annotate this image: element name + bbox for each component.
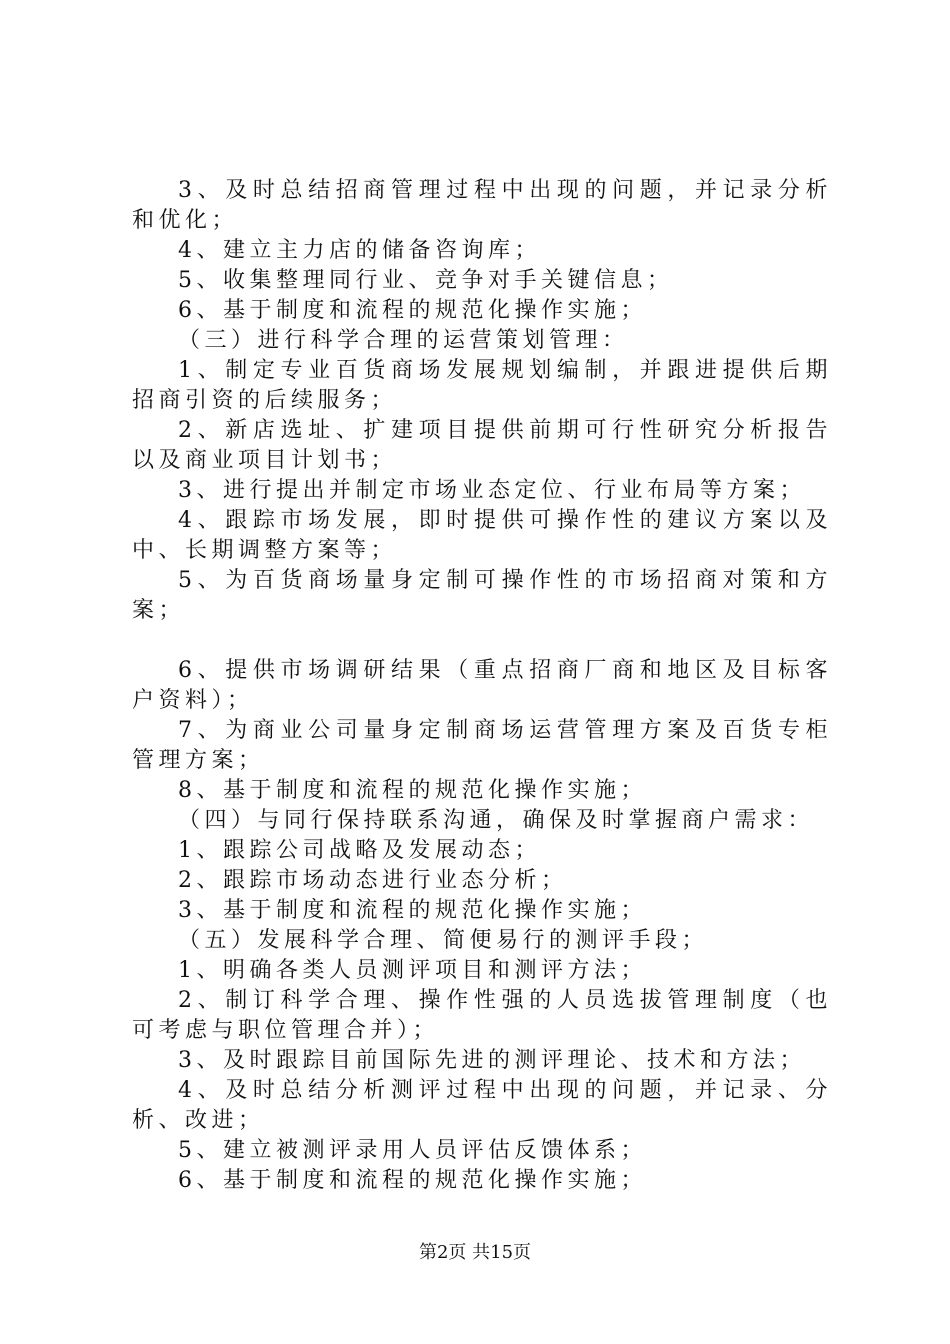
paragraph: 5、建立被测评录用人员评估反馈体系； xyxy=(178,1138,647,1163)
paragraph: 1、制定专业百货商场发展规划编制，并跟进提供后期招商引资的后续服务； xyxy=(132,358,832,413)
paragraph: 5、为百货商场量身定制可操作性的市场招商对策和方案； xyxy=(132,568,832,623)
section-heading: （五）发展科学合理、简便易行的测评手段； xyxy=(178,928,709,953)
paragraph: 2、新店选址、扩建项目提供前期可行性研究分析报告以及商业项目计划书； xyxy=(132,418,832,473)
paragraph: 7、为商业公司量身定制商场运营管理方案及百货专柜管理方案； xyxy=(132,718,832,773)
paragraph: 8、基于制度和流程的规范化操作实施； xyxy=(178,778,647,803)
paragraph: 1、跟踪公司战略及发展动态； xyxy=(178,838,541,863)
paragraph: 1、明确各类人员测评项目和测评方法； xyxy=(178,958,647,983)
paragraph: 4、跟踪市场发展，即时提供可操作性的建议方案以及中、长期调整方案等； xyxy=(132,508,832,563)
paragraph: 2、跟踪市场动态进行业态分析； xyxy=(178,868,568,893)
paragraph: 4、及时总结分析测评过程中出现的问题，并记录、分析、改进； xyxy=(132,1078,832,1133)
paragraph: 3、基于制度和流程的规范化操作实施； xyxy=(178,898,647,923)
page-number-label: 第2页 共15页 xyxy=(418,1242,532,1263)
section-heading: （三）进行科学合理的运营策划管理： xyxy=(178,328,629,353)
document-body xyxy=(132,176,832,1196)
paragraph: 4、建立主力店的储备咨询库； xyxy=(178,238,541,263)
paragraph: 6、基于制度和流程的规范化操作实施； xyxy=(178,298,647,323)
paragraph: 6、提供市场调研结果（重点招商厂商和地区及目标客户资料）； xyxy=(132,658,832,713)
page-footer xyxy=(0,1242,950,1264)
section-heading: （四）与同行保持联系沟通，确保及时掌握商户需求： xyxy=(178,808,815,833)
paragraph: 5、收集整理同行业、竞争对手关键信息； xyxy=(178,268,674,293)
paragraph: 3、及时总结招商管理过程中出现的问题，并记录分析和优化； xyxy=(132,178,832,233)
paragraph: 2、制订科学合理、操作性强的人员选拔管理制度（也可考虑与职位管理合并）； xyxy=(132,988,832,1043)
paragraph: 6、基于制度和流程的规范化操作实施； xyxy=(178,1168,647,1193)
paragraph: 3、进行提出并制定市场业态定位、行业布局等方案； xyxy=(178,478,806,503)
paragraph: 3、及时跟踪目前国际先进的测评理论、技术和方法； xyxy=(178,1048,806,1073)
